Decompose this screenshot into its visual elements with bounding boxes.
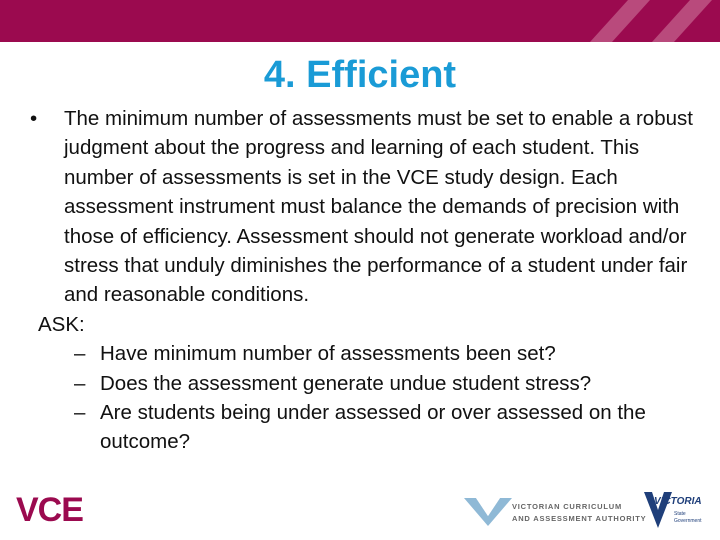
victoria-logo-sub1: State [674, 511, 686, 517]
banner-stripes [0, 0, 720, 42]
ask-item-text: Does the assessment generate undue student stress? [100, 371, 592, 395]
bullet-text: The minimum number of assessments must be set to enable a robust judgment about the progress and learning of each student. This number of assessments is set in the VCE study design. Each assessment instrument must balance the demands of precision with those of efficiency. Assessment should not generate workload and/or stress that unduly diminishes the performance of a student under fair and reasonable conditions. [64, 107, 693, 307]
dash-icon: – [74, 401, 86, 425]
ask-item [24, 339, 704, 368]
victoria-logo [640, 490, 710, 530]
vce-logo: VCE [16, 491, 83, 529]
bullet-item [24, 104, 704, 310]
slide-title: 4. Efficient [263, 54, 457, 96]
ask-label: ASK: [38, 312, 85, 336]
vcaa-logo [462, 494, 647, 528]
dash-icon: – [74, 371, 86, 395]
victoria-logo-sub2: Government [674, 518, 702, 524]
top-banner [0, 0, 720, 42]
ask-item-text: Are students being under assessed or over assessed on the outcome? [100, 401, 646, 454]
vcaa-logo-line1: VICTORIAN CURRICULUM [512, 502, 623, 511]
slide-body [24, 104, 704, 457]
vcaa-logo-line2: AND ASSESSMENT AUTHORITY [512, 514, 647, 523]
ask-list [24, 339, 704, 457]
ask-item [24, 369, 704, 398]
bullet-icon: • [30, 107, 38, 130]
ask-item-text: Have minimum number of assessments been set? [100, 342, 556, 366]
victoria-logo-text: VICTORIA [654, 496, 702, 507]
dash-icon: – [74, 342, 86, 366]
ask-item [24, 398, 704, 457]
